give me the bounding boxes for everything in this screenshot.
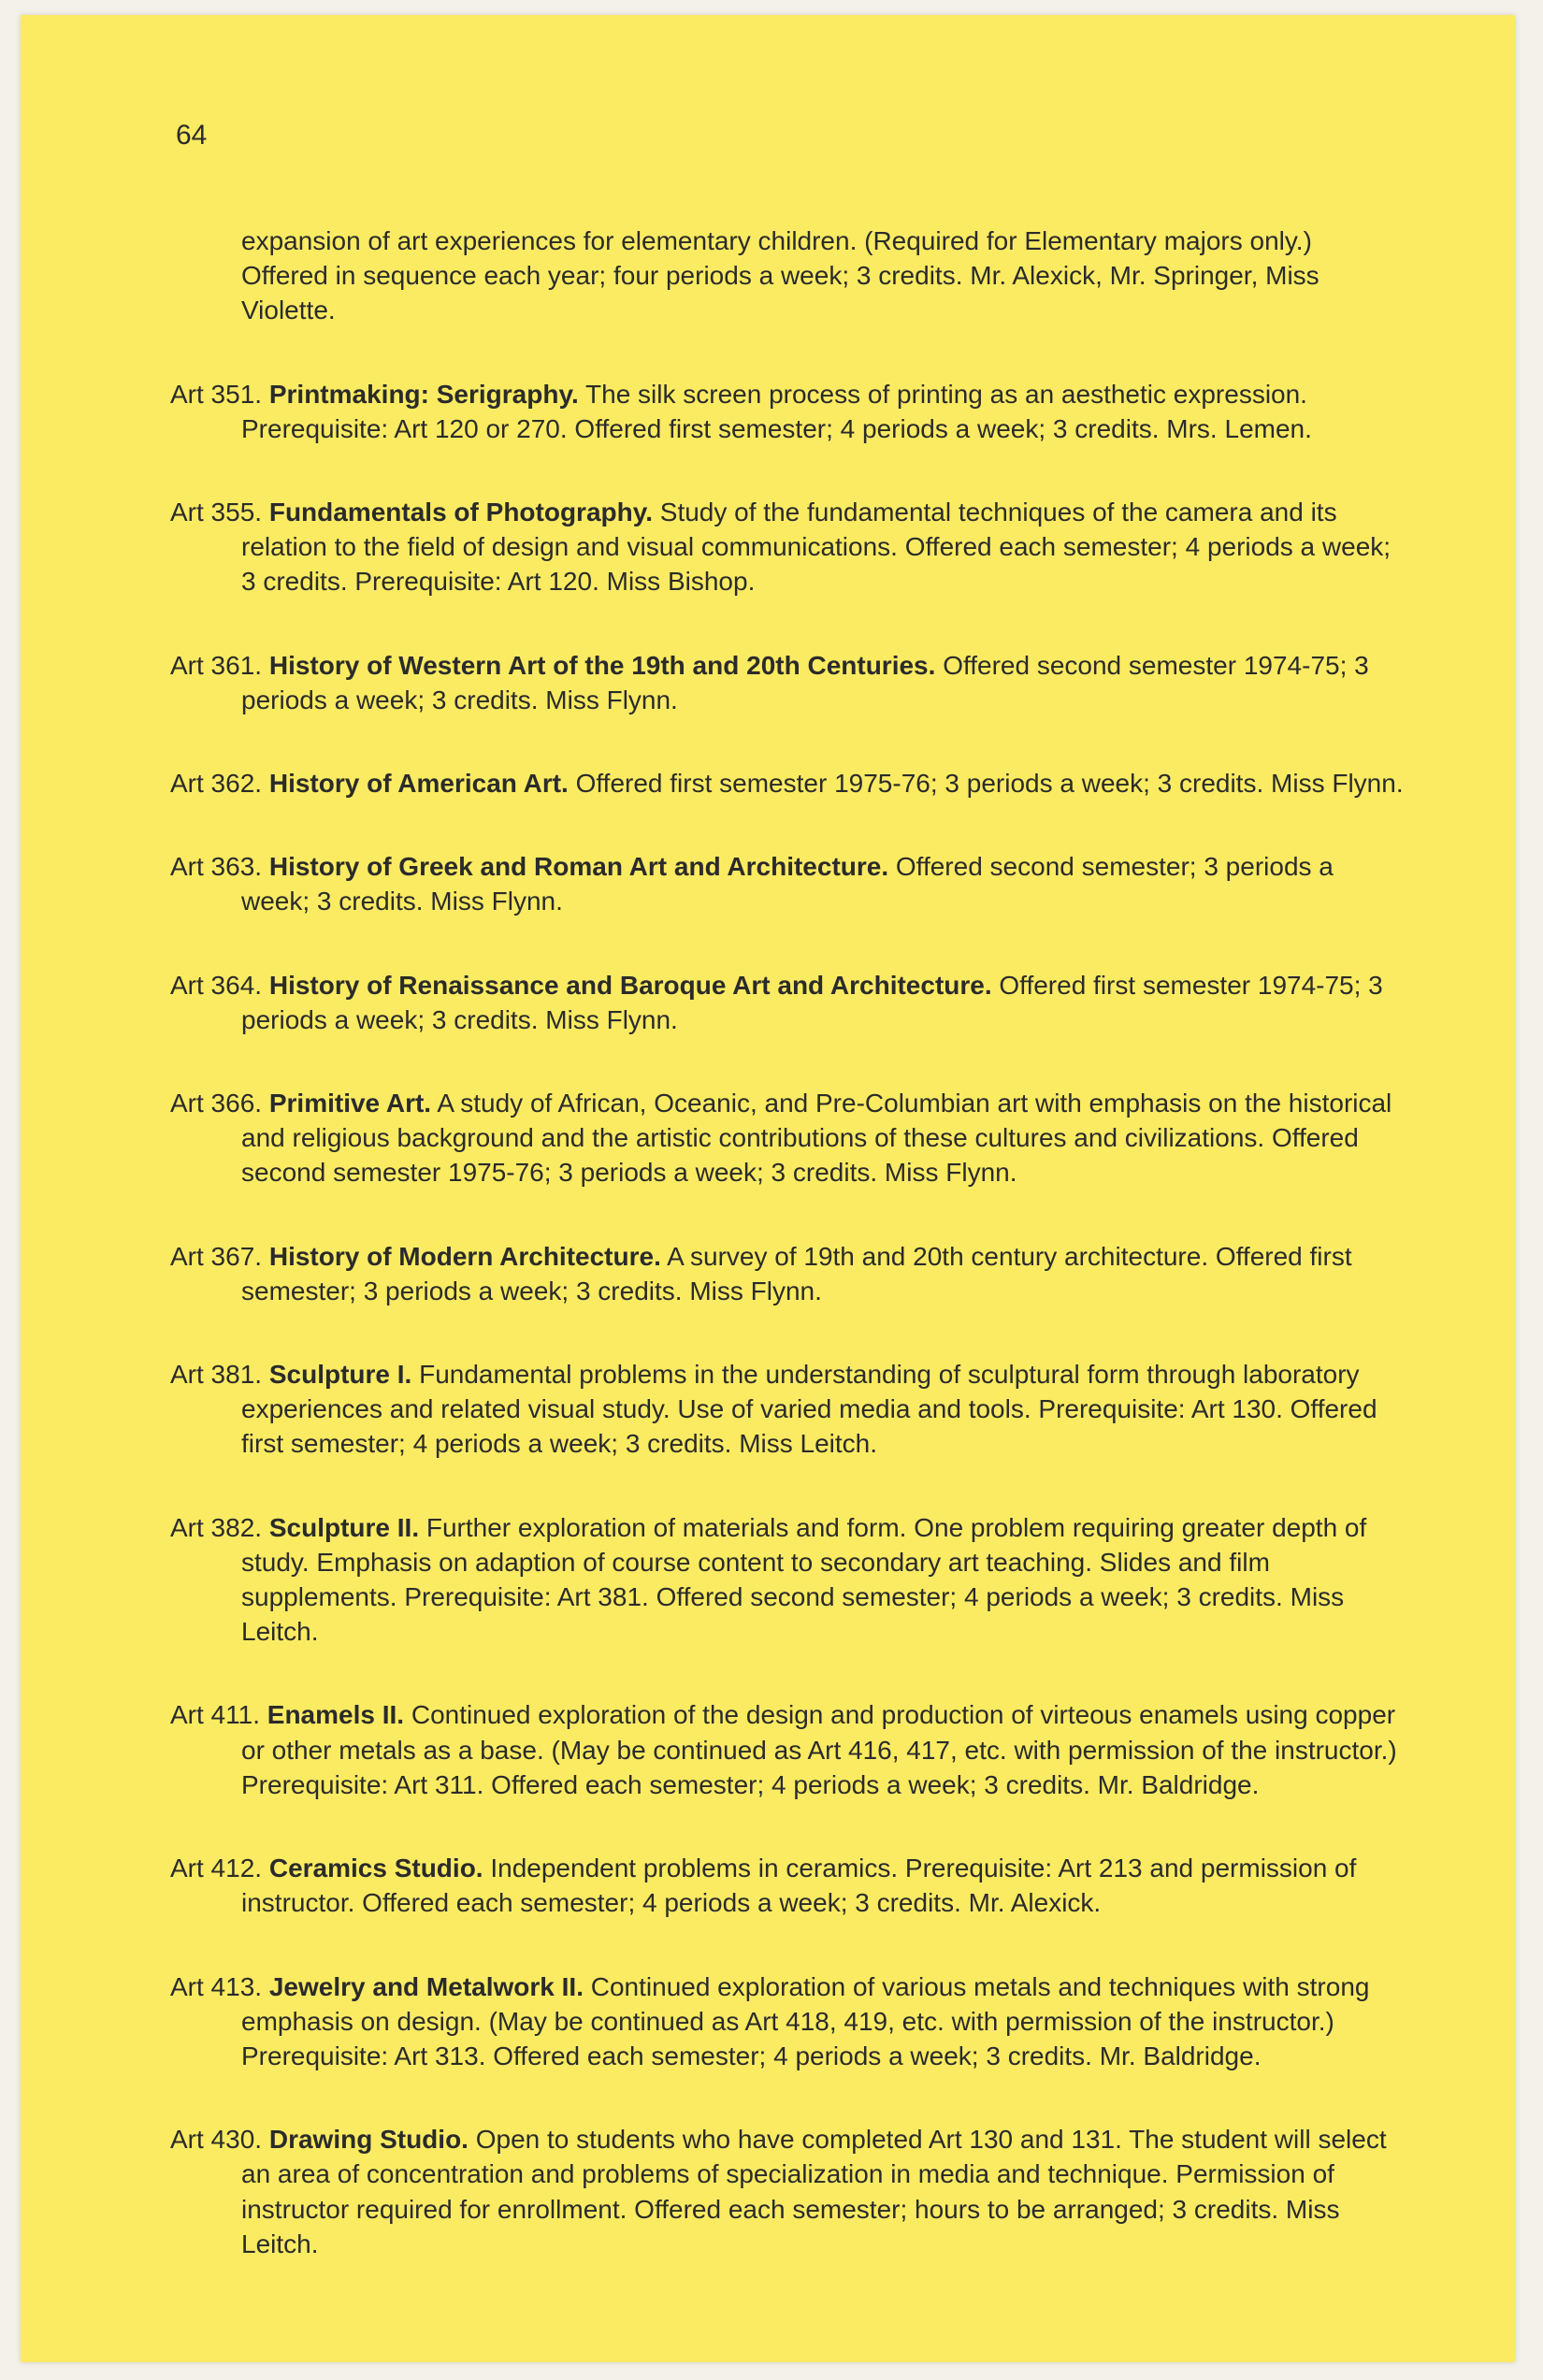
course-entry (170, 495, 1405, 599)
course-code: Art 381. (170, 1360, 263, 1390)
course-title: Drawing Studio. (268, 2125, 469, 2155)
course-title: Jewelry and Metalwork II. (268, 1971, 584, 2001)
course-entry (170, 1357, 1405, 1462)
course-code: Art 362. (170, 769, 263, 799)
continued-description: expansion of art experiences for elementary children. (Required for Elementary majors only.) Offered in sequence each year; four periods a week; 3 credits. Mr. Alexick, Mr. Springer, Miss Violette. (241, 226, 1319, 325)
course-description: A study of African, Oceanic, and Pre-Columbian art with emphasis on the historical and religious background and the artistic contributions of these cultures and civilizations. Offered second semester 1975-76; 3 periods a week; 3 credits. Miss Flynn. (241, 1089, 1392, 1188)
course-code: Art 413. (170, 1971, 263, 2001)
course-code: Art 351. (170, 379, 263, 409)
course-title: History of Modern Architecture. (268, 1241, 661, 1271)
course-description: Study of the fundamental techniques of the camera and its relation to the field of design and visual communications. Offered each semester; 4 periods a week; 3 credits. Prerequisite: Art 120. Miss Bishop. (241, 498, 1392, 597)
course-entry (170, 766, 1405, 801)
course-list (170, 224, 1405, 2310)
course-entry (170, 849, 1405, 918)
course-entry (170, 377, 1405, 446)
course-description: Offered first semester 1975-76; 3 periods a week; 3 credits. Miss Flynn. (575, 769, 1404, 799)
course-description: Continued exploration of the design and production of virteous enamels using copper or other metals as a base. (May be continued as Art 416, 417, etc. with permission of the instructor.) Prerequisite: Art 311. Offered each semester; 4 periods a week; 3 credits. Mr. Baldridge. (241, 1700, 1397, 1799)
page-number: 64 (176, 120, 208, 151)
course-description: Offered first semester 1974-75; 3 periods a week; 3 credits. Miss Flynn. (241, 970, 1383, 1034)
course-description: The silk screen process of printing as an aesthetic expression. Prerequisite: Art 120 or 270. Offered first semester; 4 periods a week; 3 credits. Mrs. Lemen. (241, 379, 1312, 443)
course-entry (170, 968, 1405, 1037)
course-title: Primitive Art. (268, 1089, 432, 1118)
course-entry (170, 1969, 1405, 2074)
course-code: Art 430. (170, 2125, 263, 2155)
course-code: Art 363. (170, 852, 263, 882)
course-entry (170, 1697, 1405, 1802)
course-title: History of Western Art of the 19th and 20th Centuries. (268, 650, 936, 680)
catalog-page (21, 15, 1515, 2362)
course-description: Offered second semester 1974-75; 3 periods a week; 3 credits. Miss Flynn. (241, 650, 1369, 714)
course-code: Art 366. (170, 1089, 263, 1118)
course-title: History of American Art. (268, 769, 569, 799)
course-title: Fundamentals of Photography. (268, 498, 653, 527)
course-description: Further exploration of materials and form. One problem requiring greater depth of study. Emphasis on adaption of course content to secondary art teaching. Slides and film supplements. Prerequisite: Art 381. Offered second semester; 4 periods a week; 3 credits. Miss Leitch. (241, 1512, 1367, 1647)
course-entry (170, 1510, 1405, 1650)
course-title: Sculpture II. (268, 1512, 420, 1542)
course-entry (170, 2122, 1405, 2261)
course-title: Ceramics Studio. (268, 1854, 483, 1883)
course-title: Enamels II. (267, 1700, 405, 1730)
course-code: Art 367. (170, 1241, 263, 1271)
course-entry (170, 1851, 1405, 1920)
course-code: Art 355. (170, 498, 263, 527)
course-description: Open to students who have completed Art 130 and 131. The student will select an area of concentration and problems of specialization in media and technique. Permission of instructor required for enrollment. Offered each semester; hours to be arranged; 3 credits. Miss Leitch. (241, 2125, 1387, 2258)
course-code: Art 412. (170, 1854, 263, 1883)
course-code: Art 364. (170, 970, 263, 1000)
course-title: History of Greek and Roman Art and Architecture. (268, 852, 889, 882)
course-code: Art 361. (170, 650, 263, 680)
course-title: Sculpture I. (268, 1360, 412, 1390)
course-description: Independent problems in ceramics. Prerequisite: Art 213 and permission of instructor. Offered each semester; 4 periods a week; 3 credits. Mr. Alexick. (241, 1854, 1357, 1918)
course-description: Offered second semester; 3 periods a week; 3 credits. Miss Flynn. (241, 852, 1334, 916)
course-title: Printmaking: Serigraphy. (268, 379, 579, 409)
course-description: Continued exploration of various metals and techniques with strong emphasis on design. (May be continued as Art 418, 419, etc. with permission of the instructor.) Prerequisite: Art 313. Offered each semester; 4 periods a week; 3 credits. Mr. Baldridge. (241, 1971, 1370, 2070)
course-entry (170, 1086, 1405, 1190)
course-entry (170, 1239, 1405, 1308)
course-description: Fundamental problems in the understanding of sculptural form through laboratory experiences and related visual study. Use of varied media and tools. Prerequisite: Art 130. Offered first semester; 4 periods a week; 3 credits. Miss Leitch. (241, 1360, 1377, 1459)
course-entry (170, 648, 1405, 717)
course-code: Art 382. (170, 1512, 263, 1542)
course-title: History of Renaissance and Baroque Art and Architecture. (268, 970, 992, 1000)
course-description: A survey of 19th and 20th century architecture. Offered first semester; 3 periods a week; 3 credits. Miss Flynn. (241, 1241, 1352, 1305)
course-code: Art 411. (170, 1700, 260, 1730)
